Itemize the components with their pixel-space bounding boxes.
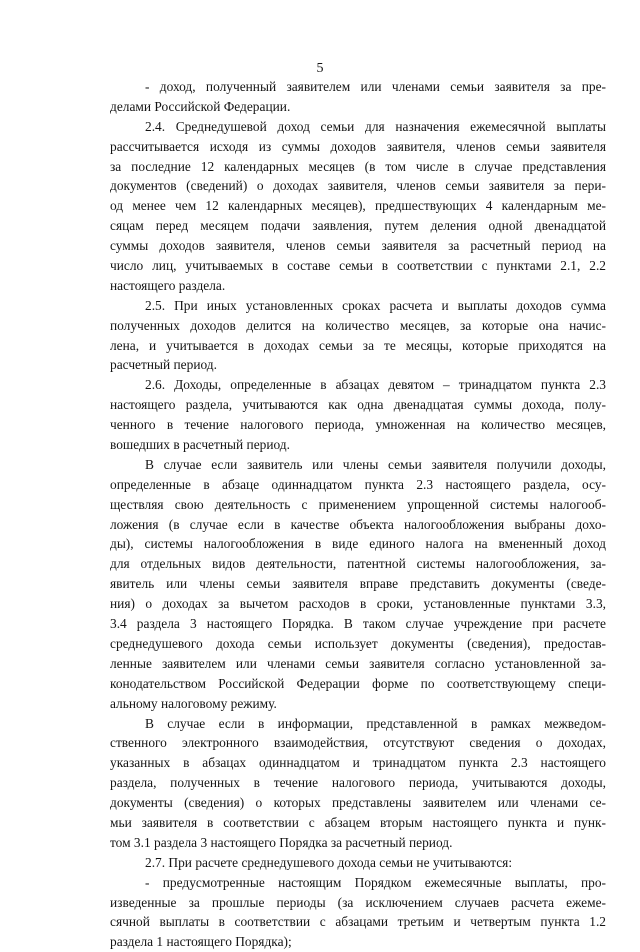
- document-body: [110, 77, 606, 952]
- text-line: В случае если в информации, представленной в рамках межведом-: [145, 715, 606, 731]
- text-line: настоящего раздела.: [110, 277, 226, 293]
- text-line: ды), системы налогообложения в виде единого налога на вмененный доход: [110, 536, 606, 552]
- text-line: документов (сведений) о доходах заявителя, членов семьи заявителя за пери-: [110, 178, 606, 194]
- text-line: ленные заявителем или членами семьи заявителя согласно установленной за-: [110, 655, 606, 671]
- text-line: ния) о доходах за вычетом расходов в сроки, установленные пунктами 3.3,: [110, 596, 606, 612]
- text-line: раздела 1 настоящего Порядка);: [110, 934, 292, 950]
- text-line: указанных в абзацах одиннадцатом и тринадцатом пункта 2.3 настоящего: [110, 755, 606, 771]
- text-line: ственного электронного взаимодействия, отсутствуют сведения о доходах,: [110, 735, 606, 751]
- text-line: явитель или члены семьи заявителя вправе представить документы (сведе-: [110, 576, 606, 592]
- text-line: лена, и учитывается в доходах семьи за те месяцы, которые приходятся на: [110, 337, 606, 353]
- text-line: документы (сведения) о которых представлены заявителем или членами се-: [110, 795, 606, 811]
- text-line: В случае если заявитель или члены семьи заявителя получили доходы,: [145, 456, 606, 472]
- text-line: 2.6. Доходы, определенные в абзацах девятом – тринадцатом пункта 2.3: [145, 377, 606, 393]
- text-line: определенные в абзаце одиннадцатом пункта 2.3 настоящего раздела, осу-: [110, 476, 606, 492]
- text-line: конодательством Российской Федерации форме по соответствующему специ-: [110, 675, 606, 691]
- text-line: - предусмотренные настоящим Порядком ежемесячные выплаты, про-: [145, 874, 606, 890]
- text-line: за последние 12 календарных месяцев (в том числе в случае представления: [110, 158, 606, 174]
- text-line: среднедушевого дохода семьи использует документы (сведения), предостав-: [110, 635, 606, 651]
- text-line: том 3.1 раздела 3 настоящего Порядка за расчетный период.: [110, 834, 453, 850]
- text-line: число лиц, учитываемых в составе семьи в соответствии с пунктами 2.1, 2.2: [110, 258, 606, 274]
- text-line: ченного в течение налогового периода, умноженная на количество месяцев,: [110, 417, 606, 433]
- text-line: 2.4. Среднедушевой доход семьи для назначения ежемесячной выплаты: [145, 118, 606, 134]
- text-line: сяцам перед месяцем подачи заявления, путем деления одной двенадцатой: [110, 218, 606, 234]
- text-line: - доход, полученный заявителем или членами семьи заявителя за пре-: [145, 79, 606, 94]
- text-line: 2.7. При расчете среднедушевого дохода семьи не учитываются:: [145, 854, 513, 870]
- text-line: ложения (в случае если в качестве объекта налогообложения выбраны дохо-: [110, 516, 606, 532]
- text-line: рассчитывается исходя из суммы доходов заявителя, членов семьи заявителя: [110, 138, 606, 154]
- text-line: альному налоговому режиму.: [110, 695, 277, 711]
- text-line: раздела, полученных в течение налогового периода, учитываются доходы,: [110, 775, 606, 791]
- text-line: ществляя свою деятельность с применением упрощенной системы налогооб-: [110, 496, 606, 512]
- text-line: 2.5. При иных установленных сроках расчета и выплаты доходов сумма: [145, 297, 606, 313]
- text-line: мьи заявителя в соответствии с абзацем вторым настоящего пункта и пунк-: [110, 814, 606, 830]
- text-line: расчетный период.: [110, 357, 217, 373]
- text-line: полученных доходов делится на количество месяцев, за которые она начис-: [110, 317, 606, 333]
- text-line: изведенные за прошлые периоды (за исключением случаев расчета ежеме-: [110, 894, 606, 910]
- text-line: од менее чем 12 календарных месяцев), предшествующих 4 календарным ме-: [110, 198, 606, 214]
- text-line: настоящего раздела, учитываются как одна двенадцатая суммы дохода, полу-: [110, 397, 606, 413]
- text-line: вошедших в расчетный период.: [110, 437, 290, 453]
- text-line: для отдельных видов деятельности, патентной системы налогообложения, за-: [110, 556, 606, 572]
- page-number: 5: [316, 61, 324, 76]
- text-line: суммы доходов заявителя, членов семьи заявителя за расчетный период на: [110, 238, 606, 254]
- text-line: делами Российской Федерации.: [110, 98, 291, 114]
- text-line: сячной выплаты в соответствии с абзацами третьим и четвертым пункта 1.2: [110, 914, 606, 930]
- text-line: 3.4 раздела 3 настоящего Порядка. В таком случае учреждение при расчете: [110, 616, 606, 632]
